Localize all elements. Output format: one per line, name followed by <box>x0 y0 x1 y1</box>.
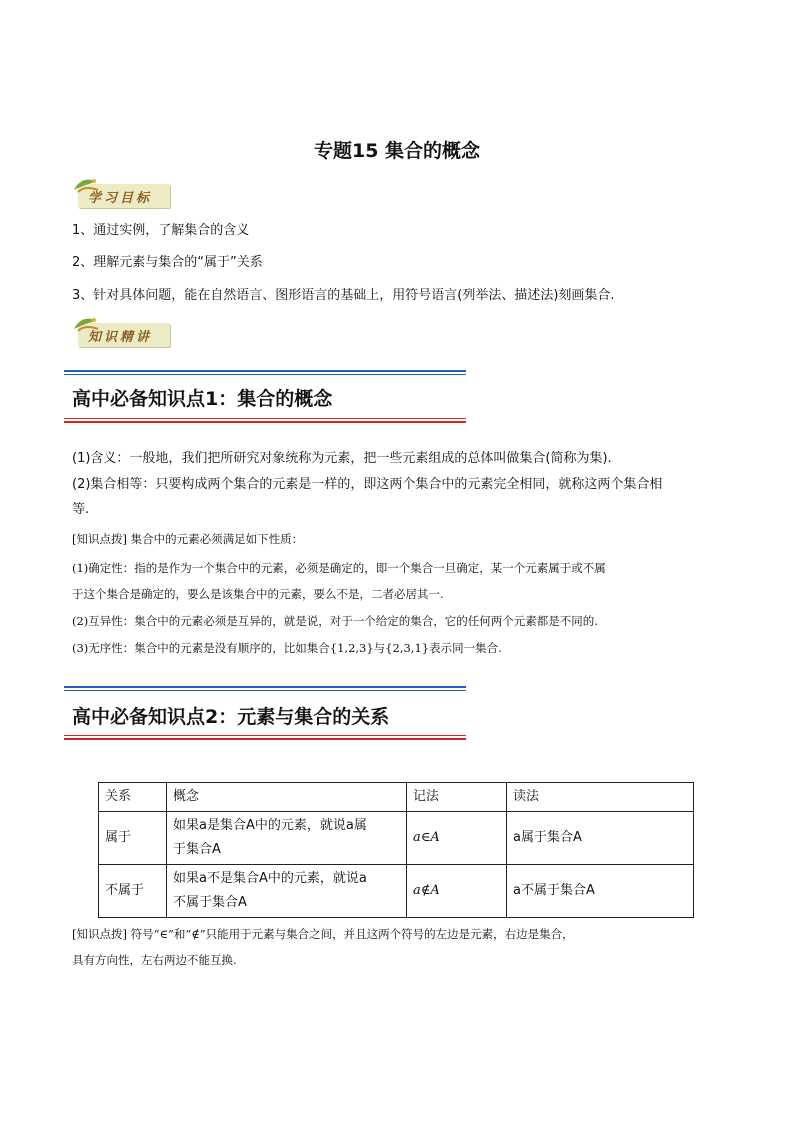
table-header: 记法 <box>407 783 507 812</box>
table-row <box>99 865 694 918</box>
table-header-row <box>99 783 694 812</box>
concept-line: 如果a是集合A中的元素，就说a属 <box>173 818 367 833</box>
note-line: 具有方向性，左右两边不能互换. <box>72 953 237 967</box>
note-line: 于这个集合是确定的，要么是该集合中的元素，要么不是，二者必居其一. <box>72 587 444 601</box>
table-header: 读法 <box>507 783 694 812</box>
table-cell <box>167 812 407 865</box>
section-rule-bottom <box>64 418 466 423</box>
note-line: (3)无序性：集合中的元素是没有顺序的，比如集合{1,2,3}与{2,3,1}表示同一集合. <box>72 641 502 655</box>
concept-line: 于集合A <box>173 842 221 857</box>
equality-paragraph-line: (2)集合相等：只要构成两个集合的元素是一样的，即这两个集合中的元素完全相同，就称这两个集合相 <box>72 477 663 492</box>
definition-paragraph: (1)含义：一般地，我们把所研究对象统称为元素，把一些元素组成的总体叫做集合(简称为集). <box>72 451 612 466</box>
knowledge-badge <box>72 315 172 345</box>
section-rule-top <box>64 686 466 691</box>
learning-goals-badge <box>72 176 172 206</box>
badge-label: 知识精讲 <box>88 330 153 345</box>
table-cell: 属于 <box>99 812 167 865</box>
relation-table <box>98 782 694 918</box>
goal-item: 3、针对具体问题，能在自然语言、图形语言的基础上，用符号语言(列举法、描述法)刻画集合. <box>72 288 615 303</box>
section-rule-top <box>64 370 466 375</box>
goal-item: 1、通过实例，了解集合的含义 <box>72 223 250 238</box>
note-line: (2)互异性：集合中的元素必须是互异的，就是说，对于一个给定的集合，它的任何两个元素都是不同的. <box>72 614 598 628</box>
note-line: [知识点拨] 符号“∈”和“∉”只能用于元素与集合之间，并且这两个符号的左边是元素，右边是集合， <box>72 927 574 941</box>
concept-line: 如果a不是集合A中的元素，就说a <box>173 871 367 886</box>
table-cell: a属于集合A <box>507 812 694 865</box>
table-header: 概念 <box>167 783 407 812</box>
section-rule-bottom <box>64 735 466 740</box>
note-line: (1)确定性：指的是作为一个集合中的元素，必须是确定的，即一个集合一旦确定，某一个元素属于或不属 <box>72 561 606 575</box>
section-heading: 高中必备知识点2：元素与集合的关系 <box>72 706 390 728</box>
table-cell: a不属于集合A <box>507 865 694 918</box>
goal-item: 2、理解元素与集合的“属于”关系 <box>72 255 263 270</box>
equality-paragraph-line: 等. <box>72 502 90 517</box>
note-heading: [知识点拨] 集合中的元素必须满足如下性质： <box>72 532 304 546</box>
concept-line: 不属于集合A <box>173 895 247 910</box>
table-cell <box>167 865 407 918</box>
badge-label: 学习目标 <box>88 191 153 206</box>
table-header: 关系 <box>99 783 167 812</box>
table-cell: 不属于 <box>99 865 167 918</box>
table-cell: a∈A <box>407 812 507 865</box>
section-heading: 高中必备知识点1：集合的概念 <box>72 388 333 410</box>
table-row <box>99 812 694 865</box>
page-title: 专题15 集合的概念 <box>313 140 481 162</box>
table-cell: a∉A <box>407 865 507 918</box>
